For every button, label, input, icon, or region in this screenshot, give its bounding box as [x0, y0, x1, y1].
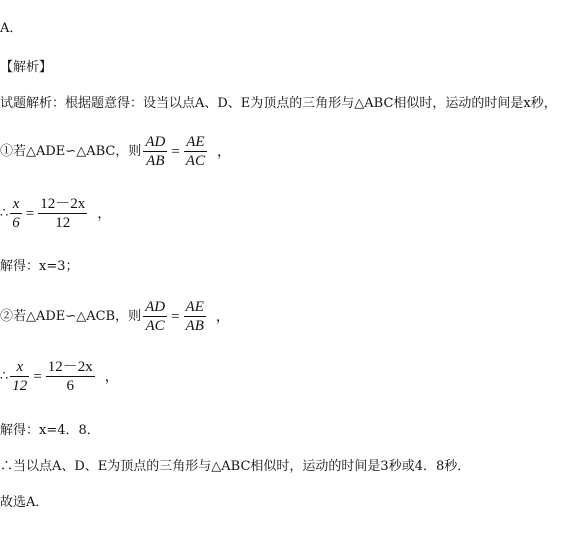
case1-fraction-x-num: x [10, 195, 22, 214]
case2-fraction-right-den: AB [185, 318, 204, 334]
case1-fraction-expr [38, 195, 87, 232]
case1-fraction-right-den: AC [185, 153, 205, 169]
case2-fraction-left-den: AC [145, 318, 165, 334]
case1-fraction-left [143, 133, 167, 170]
case2-solution: 解得：x=4．8． [0, 423, 100, 438]
case1-solution: 解得：x=3； [0, 259, 79, 274]
final-choice: 故选A． [0, 495, 49, 510]
case2-therefore-equals: = [33, 368, 42, 385]
case2-fraction-expr-num: 12－2x [47, 359, 93, 375]
case1-equals: = [171, 143, 180, 160]
case1-therefore-symbol: ∴ [0, 205, 9, 221]
case2-premise-row [0, 298, 230, 335]
intro-text: 试题解析：根据题意得：设当以点A、D、E为顶点的三角形与△ABC相似时，运动的时间是x秒， [0, 96, 557, 111]
case2-therefore-symbol: ∴ [0, 368, 9, 384]
case1-premise-row [0, 133, 231, 170]
case1-premise: ①若△ADE∽△ABC，则 [0, 143, 142, 159]
case2-fraction-x-den: 12 [12, 378, 28, 394]
case1-fraction-expr-num: 12－2x [40, 196, 86, 212]
case2-fraction-expr-den: 6 [66, 378, 74, 394]
case2-premise-tail: ， [215, 308, 230, 325]
case1-therefore-row [0, 195, 111, 232]
case1-fraction-x [10, 195, 22, 232]
case2-fraction-right [184, 298, 206, 335]
section-heading: 【解析】 [0, 60, 53, 75]
case2-fraction-left-num: AD [145, 299, 166, 315]
case2-therefore-row [0, 358, 119, 395]
conclusion-text: ∴当以点A、D、E为顶点的三角形与△ABC相似时，运动的时间是3秒或4．8秒． [0, 459, 471, 474]
case2-therefore-tail: ， [104, 368, 119, 385]
case1-therefore-equals: = [25, 205, 35, 222]
case1-fraction-right-num: AE [184, 133, 207, 152]
case1-fraction-left-den: AB [146, 153, 165, 169]
case2-fraction-left [143, 298, 167, 335]
case1-fraction-expr-den: 12 [55, 215, 71, 231]
answer-line: A． [0, 21, 23, 36]
case1-fraction-right [184, 133, 207, 170]
case1-therefore-tail: ， [97, 205, 112, 222]
case1-fraction-left-num: AD [145, 134, 166, 150]
case1-premise-tail: ， [216, 143, 231, 160]
case2-fraction-x [10, 358, 29, 395]
case2-equals: = [171, 308, 180, 325]
case2-fraction-expr [46, 358, 95, 395]
case1-fraction-x-den: 6 [12, 215, 20, 231]
case2-fraction-x-num: x [10, 358, 29, 377]
case2-premise: ②若△ADE∽△ACB，则 [0, 308, 142, 324]
case2-fraction-right-num: AE [185, 299, 204, 315]
